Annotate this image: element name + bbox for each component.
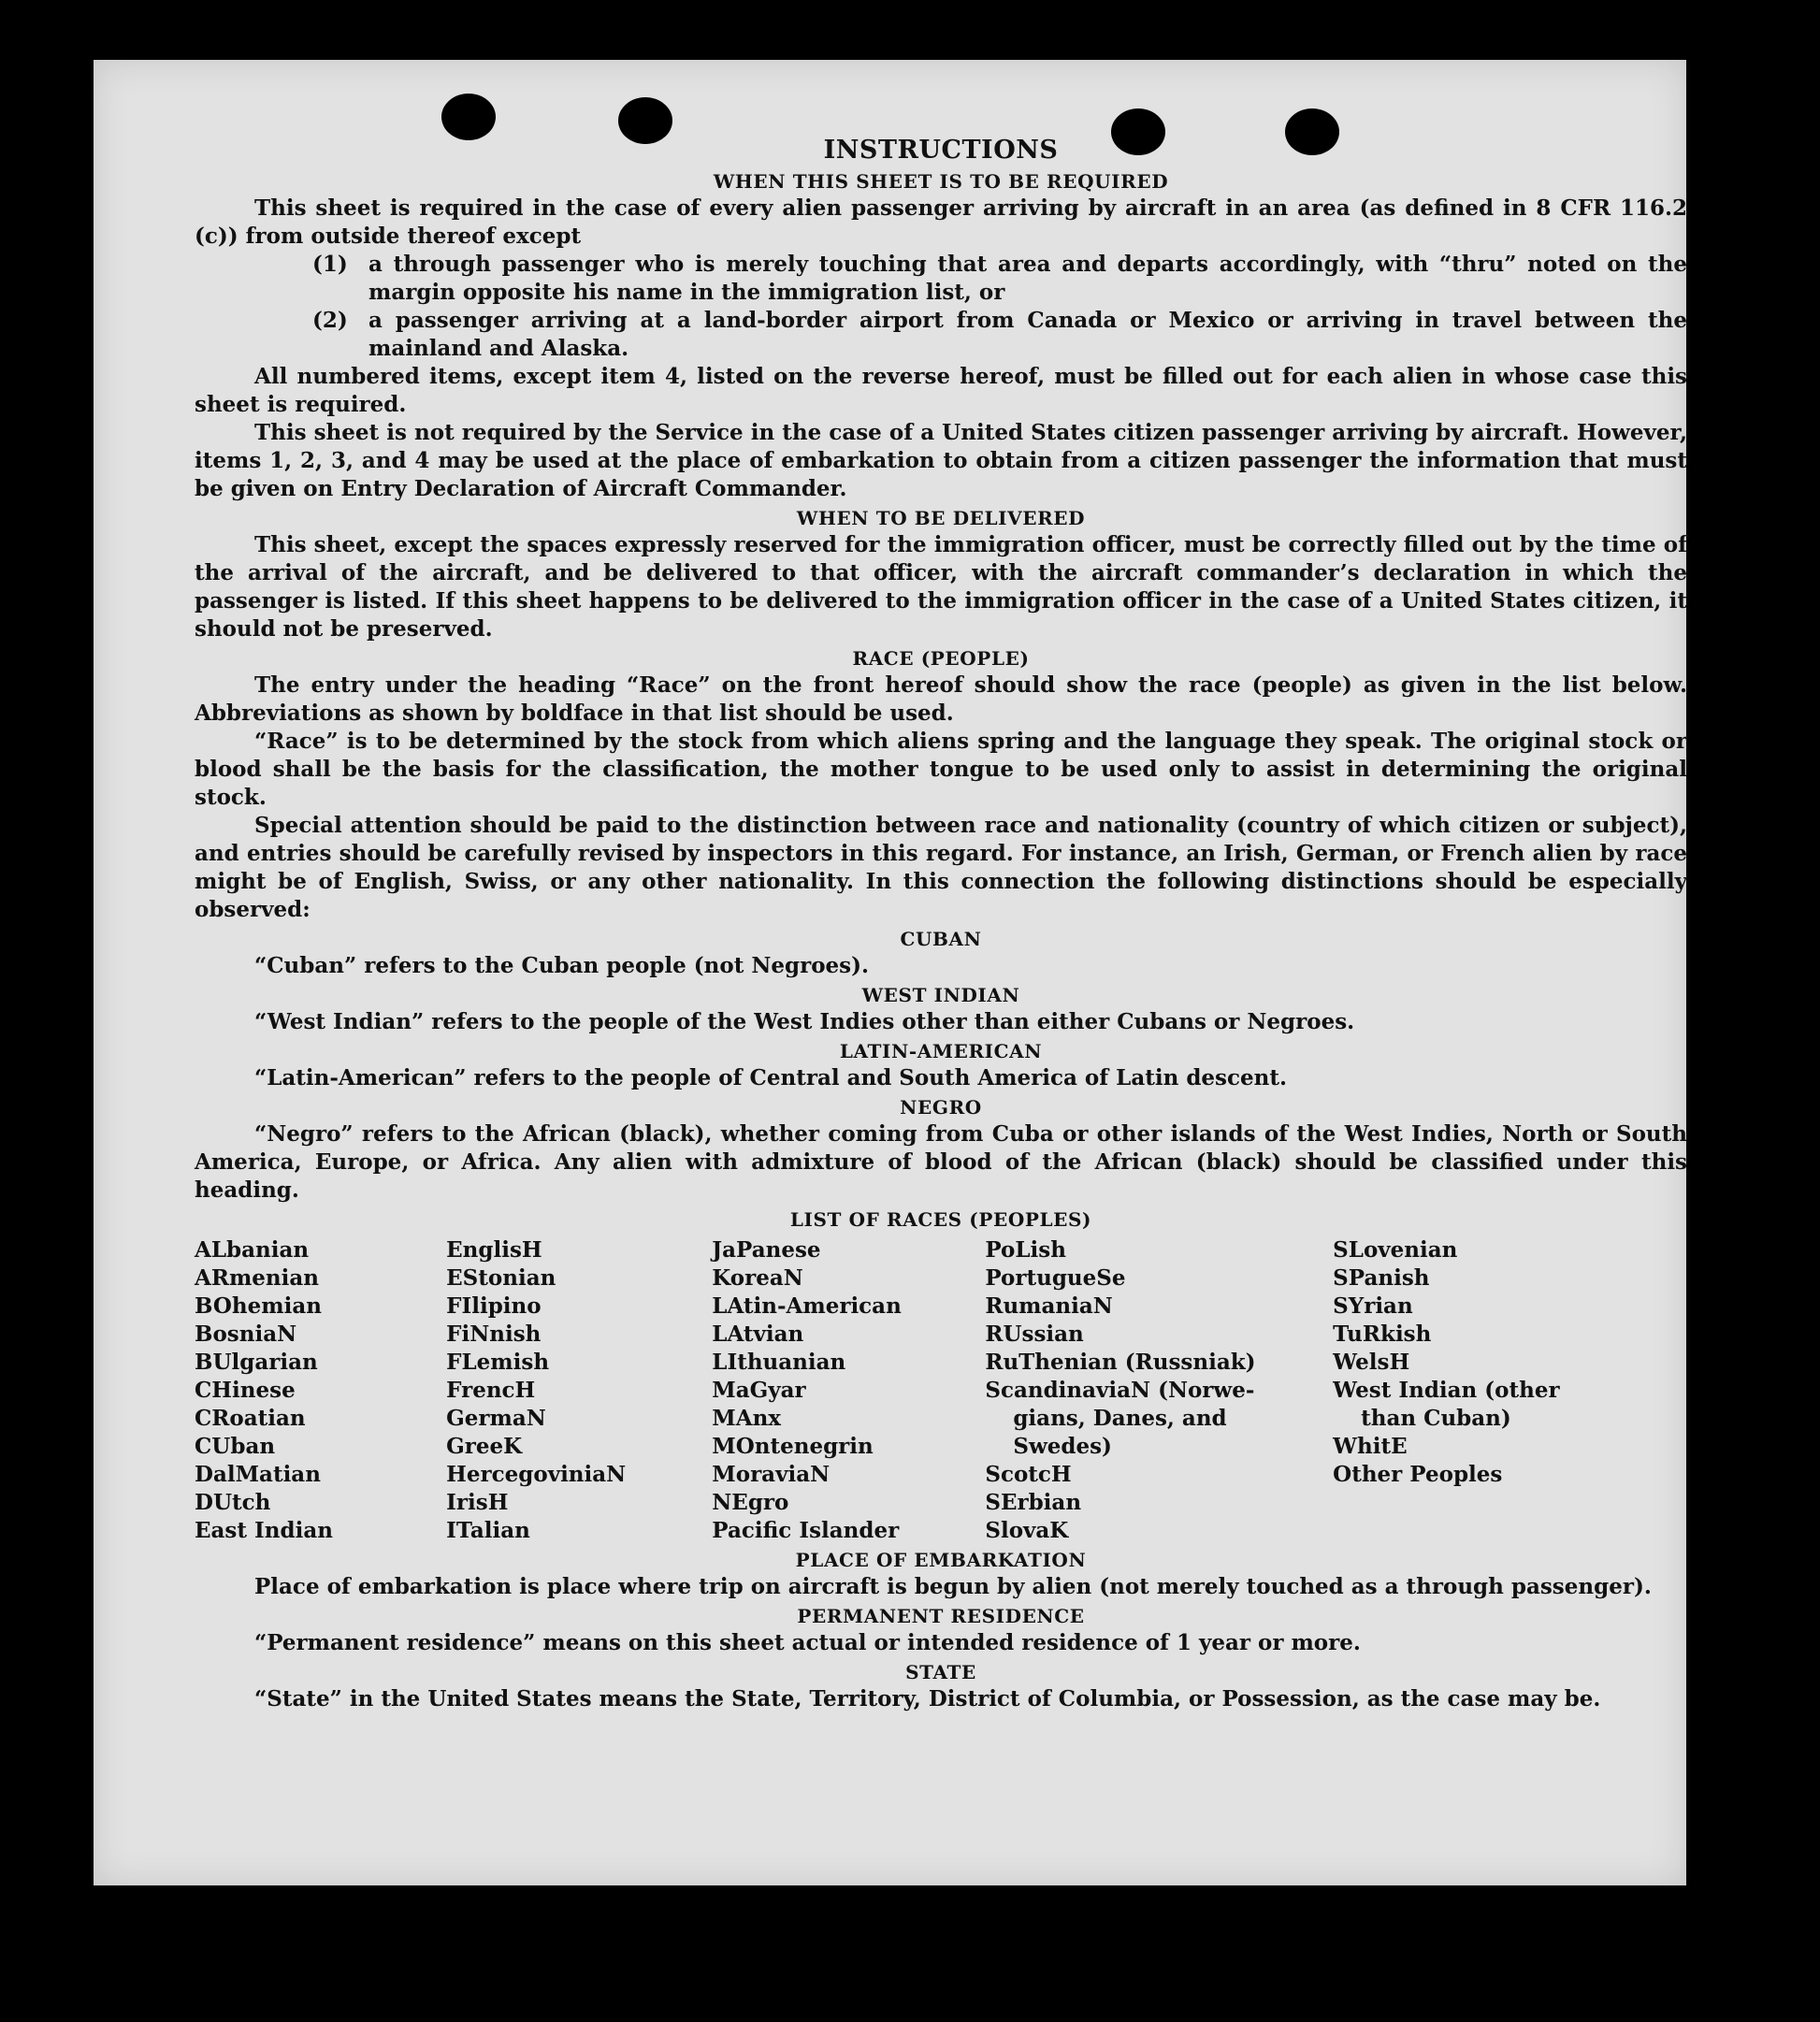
when-required-intro: This sheet is required in the case of every alien passenger arriving by aircraft in an area (as defined in 8 CFR 116.2 (c)) from outside thereof except bbox=[195, 195, 1687, 249]
race-entry: KoreaN bbox=[712, 1265, 803, 1291]
race-entry: BUlgarian bbox=[195, 1350, 318, 1375]
race-entry: BosniaN bbox=[195, 1322, 297, 1347]
section-heading-race: RACE (PEOPLE) bbox=[852, 647, 1030, 670]
race-entry: LIthuanian bbox=[712, 1350, 846, 1375]
section-heading-state: STATE bbox=[905, 1661, 976, 1683]
races-column bbox=[712, 1236, 985, 1545]
section-heading-negro: NEGRO bbox=[900, 1096, 982, 1119]
items-paragraph: All numbered items, except item 4, listed on the reverse hereof, must be filled out for each alien in whose case this sheet is required. bbox=[195, 364, 1687, 417]
exception-number: (2) bbox=[312, 308, 348, 333]
race-entry: West Indian (other bbox=[1333, 1378, 1560, 1403]
race-entry: FLemish bbox=[446, 1350, 550, 1375]
race-entry: PoLish bbox=[985, 1237, 1066, 1263]
races-column bbox=[446, 1236, 712, 1545]
negro-text: “Negro” refers to the African (black), whether coming from Cuba or other islands of the West Indies, North or South America, Europe, or Africa. Any alien with admixture of blood of the African (black) should be classified under this heading. bbox=[195, 1121, 1687, 1203]
document-sheet bbox=[94, 60, 1686, 1885]
race-entry: MAnx bbox=[712, 1406, 782, 1431]
race-entry: SlovaK bbox=[985, 1518, 1069, 1543]
race-paragraph-3: Special attention should be paid to the distinction between race and nationality (country of which citizen or subject), and entries should be carefully revised by inspectors in this regard. For instance, an Irish, German, or French alien by race might be of English, Swiss, or any other nationality. In this connection the following distinctions should be especially observed: bbox=[195, 813, 1687, 922]
race-entry: FrencH bbox=[446, 1378, 536, 1403]
exception-item bbox=[312, 251, 1687, 307]
section-heading-when-required: WHEN THIS SHEET IS TO BE REQUIRED bbox=[713, 170, 1169, 193]
races-column bbox=[1333, 1236, 1687, 1545]
race-paragraph-2: “Race” is to be determined by the stock from which aliens spring and the language they speak. The original stock or blood shall be the basis for the classification, the mother tongue to be used only to assist in determining the original stock. bbox=[195, 729, 1687, 810]
race-entry: East Indian bbox=[195, 1518, 333, 1543]
section-heading-permanent-residence: PERMANENT RESIDENCE bbox=[797, 1605, 1085, 1627]
race-entry: FIlipino bbox=[446, 1293, 542, 1319]
cuban-text: “Cuban” refers to the Cuban people (not Negroes). bbox=[254, 953, 870, 978]
races-column bbox=[195, 1236, 446, 1545]
west-indian-text: “West Indian” refers to the people of the West Indies other than either Cubans or Negroes. bbox=[254, 1009, 1355, 1034]
exception-text: a through passenger who is merely touching that area and departs accordingly, with “thru” noted on the margin opposite his name in the immigration list, or bbox=[368, 252, 1687, 305]
section-heading-latin-american: LATIN-AMERICAN bbox=[839, 1040, 1043, 1062]
race-entry: Pacific Islander bbox=[712, 1518, 900, 1543]
race-entry: ScandinaviaN (Norwe- bbox=[985, 1378, 1255, 1403]
exception-number: (1) bbox=[312, 252, 348, 277]
race-entry: than Cuban) bbox=[1361, 1406, 1511, 1431]
race-entry: EnglisH bbox=[446, 1237, 542, 1263]
race-entry: ALbanian bbox=[195, 1237, 310, 1263]
race-entry: MOntenegrin bbox=[712, 1434, 874, 1459]
permanent-residence-text: “Permanent residence” means on this sheet actual or intended residence of 1 year or more. bbox=[254, 1630, 1361, 1655]
place-of-embarkation-text: Place of embarkation is place where trip on aircraft is begun by alien (not merely touched as a through passenger). bbox=[254, 1574, 1652, 1599]
when-delivered-text: This sheet, except the spaces expressly reserved for the immigration officer, must be correctly filled out by the time of the arrival of the aircraft, and be delivered to that officer, with the aircraft commander’s declaration in which the passenger is listed. If this sheet happens to be delivered to the immigration officer in the case of a United States citizen, it should not be preserved. bbox=[195, 532, 1687, 642]
race-entry: LAtvian bbox=[712, 1322, 804, 1347]
race-entry: JaPanese bbox=[712, 1237, 821, 1263]
race-entry: ARmenian bbox=[195, 1265, 320, 1291]
race-entry: NEgro bbox=[712, 1490, 789, 1515]
exception-text: a passenger arriving at a land-border airport from Canada or Mexico or arriving in travel between the mainland and Alaska. bbox=[368, 308, 1687, 361]
race-entry: ScotcH bbox=[985, 1462, 1072, 1487]
race-entry: MaGyar bbox=[712, 1378, 806, 1403]
section-heading-cuban: CUBAN bbox=[900, 928, 982, 950]
race-entry: RuThenian (Russniak) bbox=[985, 1350, 1256, 1375]
races-list bbox=[195, 1236, 1687, 1545]
race-entry: SPanish bbox=[1333, 1265, 1430, 1291]
exception-item bbox=[312, 307, 1687, 363]
race-entry: Other Peoples bbox=[1333, 1462, 1503, 1487]
race-entry: CRoatian bbox=[195, 1406, 306, 1431]
latin-american-text: “Latin-American” refers to the people of Central and South America of Latin descent. bbox=[254, 1065, 1287, 1090]
race-entry: LAtin-American bbox=[712, 1293, 902, 1319]
race-entry: Swedes) bbox=[1013, 1434, 1112, 1459]
page-title: INSTRUCTIONS bbox=[823, 136, 1059, 165]
race-entry: RUssian bbox=[985, 1322, 1084, 1347]
race-entry: GermaN bbox=[446, 1406, 546, 1431]
race-entry: PortugueSe bbox=[985, 1265, 1126, 1291]
race-entry: BOhemian bbox=[195, 1293, 322, 1319]
race-entry: WelsH bbox=[1333, 1350, 1410, 1375]
race-entry: CUban bbox=[195, 1434, 276, 1459]
section-heading-list-of-races: LIST OF RACES (PEOPLES) bbox=[789, 1208, 1092, 1231]
race-entry: SYrian bbox=[1333, 1293, 1413, 1319]
section-heading-west-indian: WEST INDIAN bbox=[861, 984, 1020, 1006]
section-heading-when-delivered: WHEN TO BE DELIVERED bbox=[796, 507, 1086, 529]
race-entry: SErbian bbox=[985, 1490, 1082, 1515]
races-column bbox=[985, 1236, 1333, 1545]
race-entry: ITalian bbox=[446, 1518, 530, 1543]
race-entry: FiNnish bbox=[446, 1322, 542, 1347]
race-entry: DUtch bbox=[195, 1490, 271, 1515]
citizen-paragraph: This sheet is not required by the Service in the case of a United States citizen passenger arriving by aircraft. However, items 1, 2, 3, and 4 may be used at the place of embarkation to obtain from a citizen passenger the information that must be given on Entry Declaration of Aircraft Commander. bbox=[195, 420, 1687, 501]
race-paragraph-1: The entry under the heading “Race” on the front hereof should show the race (people) as given in the list below. Abbreviations as shown by boldface in that list should be used. bbox=[195, 672, 1687, 726]
punch-hole bbox=[441, 94, 496, 140]
race-entry: GreeK bbox=[446, 1434, 523, 1459]
race-entry: SLovenian bbox=[1333, 1237, 1458, 1263]
race-entry: TuRkish bbox=[1333, 1322, 1432, 1347]
state-text: “State” in the United States means the State, Territory, District of Columbia, or Possession, as the case may be. bbox=[254, 1686, 1601, 1711]
race-entry: IrisH bbox=[446, 1490, 509, 1515]
race-entry: CHinese bbox=[195, 1378, 296, 1403]
race-entry: gians, Danes, and bbox=[1013, 1406, 1227, 1431]
race-entry: MoraviaN bbox=[712, 1462, 831, 1487]
race-entry: WhitE bbox=[1333, 1434, 1408, 1459]
section-heading-place-of-embarkation: PLACE OF EMBARKATION bbox=[795, 1549, 1087, 1571]
race-entry: EStonian bbox=[446, 1265, 556, 1291]
race-entry: HercegoviniaN bbox=[446, 1462, 627, 1487]
race-entry: DalMatian bbox=[195, 1462, 321, 1487]
instructions-content bbox=[195, 135, 1687, 1713]
race-entry: RumaniaN bbox=[985, 1293, 1113, 1319]
